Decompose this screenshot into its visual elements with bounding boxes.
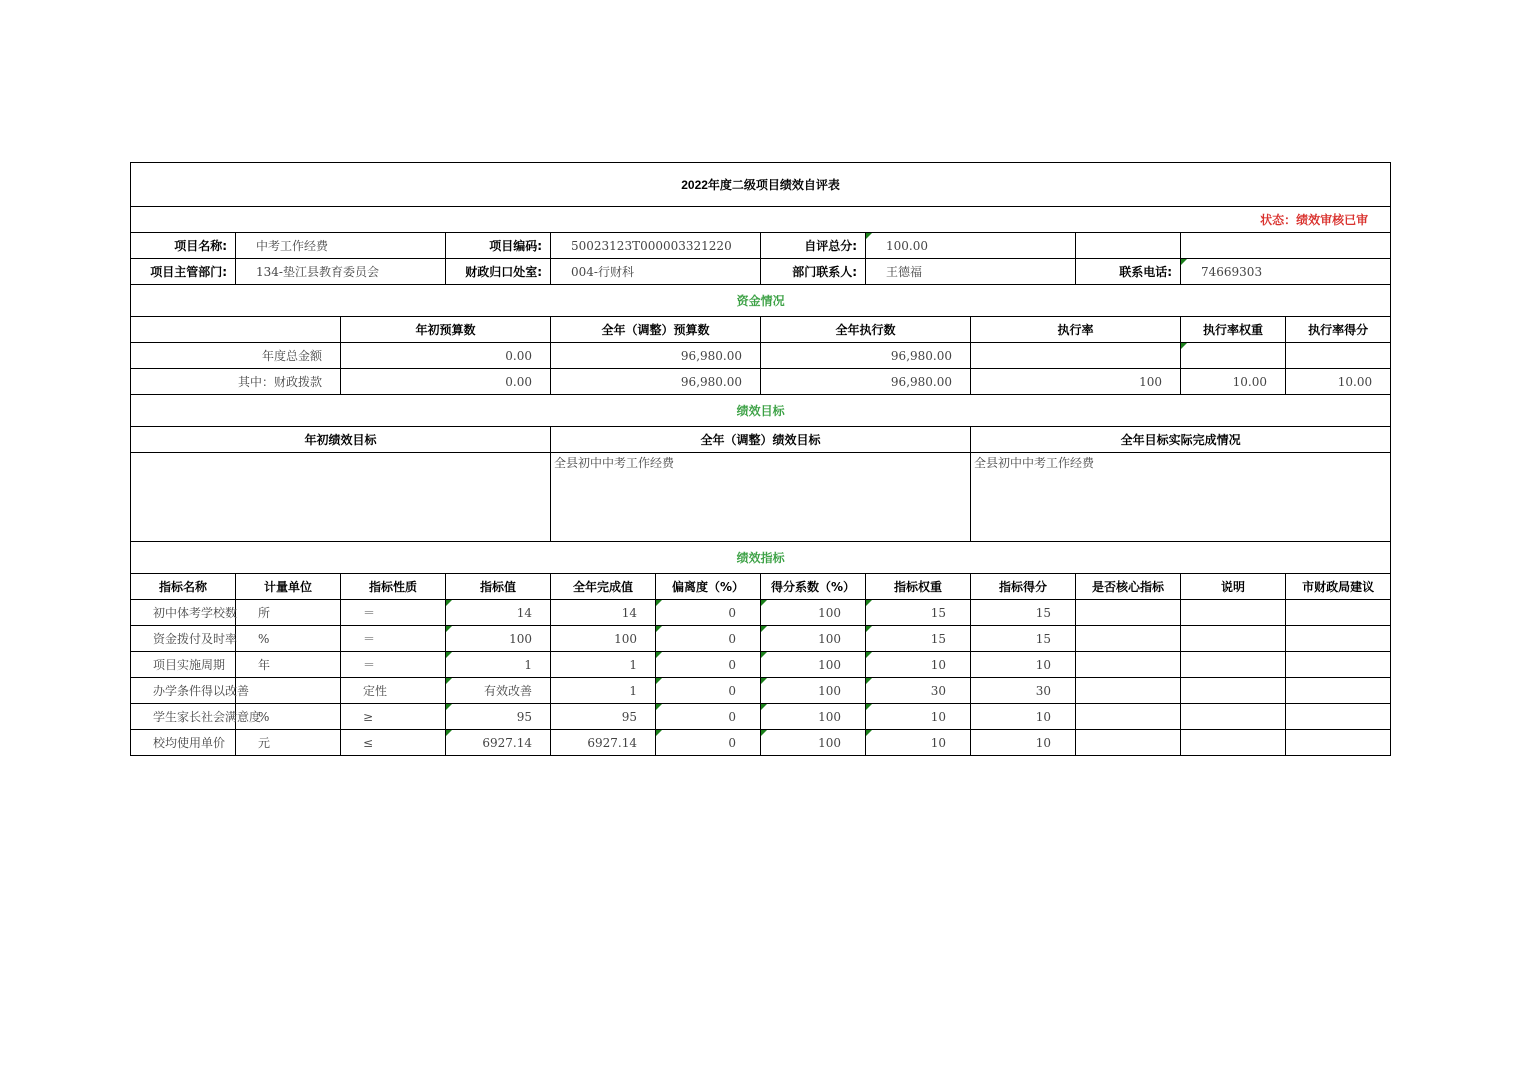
indicator-done-cell: 95 [551,704,656,730]
indicator-unit-cell [236,678,341,704]
empty-cell [1181,678,1286,704]
funds-cell: 96,980.00 [761,369,971,395]
indicator-header: 指标权重 [866,574,971,600]
indicator-header: 市财政局建议 [1286,574,1391,600]
funds-header: 全年执行数 [761,317,971,343]
funds-header: 年初预算数 [341,317,551,343]
indicator-weight-cell: 15 [866,600,971,626]
indicator-score-cell: 10 [971,652,1076,678]
indicator-coef-cell: 100 [761,600,866,626]
page-title: 2022年度二级项目绩效自评表 [131,163,1391,207]
adjusted-goal-text: 全县初中中考工作经费 [551,453,971,542]
phone-value: 74669303 [1181,259,1391,285]
table-row [131,600,1391,626]
funds-cell: 100 [971,369,1181,395]
status-badge: 状态：绩效审核已审 [131,207,1391,233]
indicator-score-cell: 10 [971,730,1076,756]
indicator-header: 说明 [1181,574,1286,600]
empty-cell [1076,704,1181,730]
contact-label: 部门联系人: [761,259,866,285]
funds-cell: 10.00 [1286,369,1391,395]
empty-cell [1181,600,1286,626]
empty-cell [1286,678,1391,704]
indicator-dev-cell: 0 [656,730,761,756]
indicator-done-cell: 100 [551,626,656,652]
indicator-done-cell: 14 [551,600,656,626]
indicator-header: 得分系数（%） [761,574,866,600]
empty-cell [1076,233,1181,259]
project-code-value: 50023123T000003321220 [551,233,761,259]
empty-cell [131,317,341,343]
funds-header: 执行率权重 [1181,317,1286,343]
indicator-header: 指标性质 [341,574,446,600]
funds-header: 全年（调整）预算数 [551,317,761,343]
indicator-coef-cell: 100 [761,652,866,678]
indicator-dev-cell: 0 [656,704,761,730]
dept-value: 134-垫江县教育委员会 [236,259,446,285]
indicator-done-cell: 6927.14 [551,730,656,756]
office-label: 财政归口处室: [446,259,551,285]
project-code-label: 项目编码: [446,233,551,259]
indicator-target-cell: 有效改善 [446,678,551,704]
self-evaluation-table [130,162,1391,756]
empty-cell [1286,704,1391,730]
indicator-weight-cell: 10 [866,730,971,756]
table-row [131,730,1391,756]
empty-cell [1076,600,1181,626]
funds-header: 执行率得分 [1286,317,1391,343]
indicator-header: 计量单位 [236,574,341,600]
funds-row-label: 其中：财政拨款 [131,369,341,395]
indicator-unit-cell: % [236,626,341,652]
funds-section-title: 资金情况 [131,285,1391,317]
funds-cell: 96,980.00 [761,343,971,369]
indicator-weight-cell: 10 [866,652,971,678]
indicator-name-cell: 初中体考学校数 [131,600,236,626]
goals-header: 全年目标实际完成情况 [971,427,1391,453]
indicator-target-cell: 100 [446,626,551,652]
indicator-coef-cell: 100 [761,704,866,730]
indicator-weight-cell: 15 [866,626,971,652]
indicator-nature-cell: ＝ [341,600,446,626]
indicator-score-cell: 10 [971,704,1076,730]
empty-cell [1181,652,1286,678]
table-row [131,678,1391,704]
indicator-target-cell: 14 [446,600,551,626]
funds-cell: 10.00 [1181,369,1286,395]
goals-section-title: 绩效目标 [131,395,1391,427]
indicator-dev-cell: 0 [656,626,761,652]
dept-label: 项目主管部门: [131,259,236,285]
indicator-target-cell: 1 [446,652,551,678]
empty-cell [1286,600,1391,626]
phone-label: 联系电话: [1076,259,1181,285]
indicator-nature-cell: ＝ [341,626,446,652]
empty-cell [1181,233,1391,259]
indicator-nature-cell: ≥ [341,704,446,730]
indicator-name-cell: 学生家长社会满意度 [131,704,236,730]
indicator-weight-cell: 30 [866,678,971,704]
table-row [131,704,1391,730]
indicator-nature-cell: ≤ [341,730,446,756]
indicator-unit-cell: % [236,704,341,730]
empty-cell [1181,730,1286,756]
empty-cell [1286,652,1391,678]
empty-cell [1286,626,1391,652]
initial-goal-text [131,453,551,542]
project-name-label: 项目名称: [131,233,236,259]
indicator-done-cell: 1 [551,652,656,678]
empty-cell [1076,652,1181,678]
empty-cell [1181,626,1286,652]
indicator-name-cell: 办学条件得以改善 [131,678,236,704]
empty-cell [1286,730,1391,756]
funds-row-label: 年度总金额 [131,343,341,369]
funds-cell [1181,343,1286,369]
indicator-done-cell: 1 [551,678,656,704]
indicator-target-cell: 95 [446,704,551,730]
indicator-score-cell: 15 [971,600,1076,626]
table-row [131,369,1391,395]
office-value: 004-行财科 [551,259,761,285]
indicator-dev-cell: 0 [656,678,761,704]
indicator-score-cell: 30 [971,678,1076,704]
empty-cell [1181,704,1286,730]
indicator-nature-cell: ＝ [341,652,446,678]
indicator-weight-cell: 10 [866,704,971,730]
indicator-header: 指标得分 [971,574,1076,600]
actual-completion-text: 全县初中中考工作经费 [971,453,1391,542]
contact-value: 王德福 [866,259,1076,285]
indicator-score-cell: 15 [971,626,1076,652]
indicator-header: 全年完成值 [551,574,656,600]
score-label: 自评总分: [761,233,866,259]
funds-cell: 96,980.00 [551,369,761,395]
indicator-coef-cell: 100 [761,678,866,704]
indicator-target-cell: 6927.14 [446,730,551,756]
indicator-unit-cell: 所 [236,600,341,626]
table-row [131,652,1391,678]
funds-header: 执行率 [971,317,1181,343]
empty-cell [1076,626,1181,652]
indicator-header: 指标值 [446,574,551,600]
indicator-unit-cell: 元 [236,730,341,756]
indicator-coef-cell: 100 [761,626,866,652]
empty-cell [1076,678,1181,704]
indicator-name-cell: 校均使用单价 [131,730,236,756]
indicator-nature-cell: 定性 [341,678,446,704]
indicator-header: 指标名称 [131,574,236,600]
indicator-unit-cell: 年 [236,652,341,678]
project-name-value: 中考工作经费 [236,233,446,259]
funds-cell [1286,343,1391,369]
indicator-name-cell: 资金拨付及时率 [131,626,236,652]
goals-header: 年初绩效目标 [131,427,551,453]
empty-cell [1076,730,1181,756]
indicators-section-title: 绩效指标 [131,542,1391,574]
funds-cell: 0.00 [341,369,551,395]
indicator-name-cell: 项目实施周期 [131,652,236,678]
funds-cell: 96,980.00 [551,343,761,369]
table-row [131,626,1391,652]
table-row [131,343,1391,369]
goals-header: 全年（调整）绩效目标 [551,427,971,453]
funds-cell: 0.00 [341,343,551,369]
indicator-header: 偏离度（%） [656,574,761,600]
indicator-dev-cell: 0 [656,652,761,678]
funds-cell [971,343,1181,369]
indicator-coef-cell: 100 [761,730,866,756]
score-value: 100.00 [866,233,1076,259]
indicator-dev-cell: 0 [656,600,761,626]
indicator-header: 是否核心指标 [1076,574,1181,600]
